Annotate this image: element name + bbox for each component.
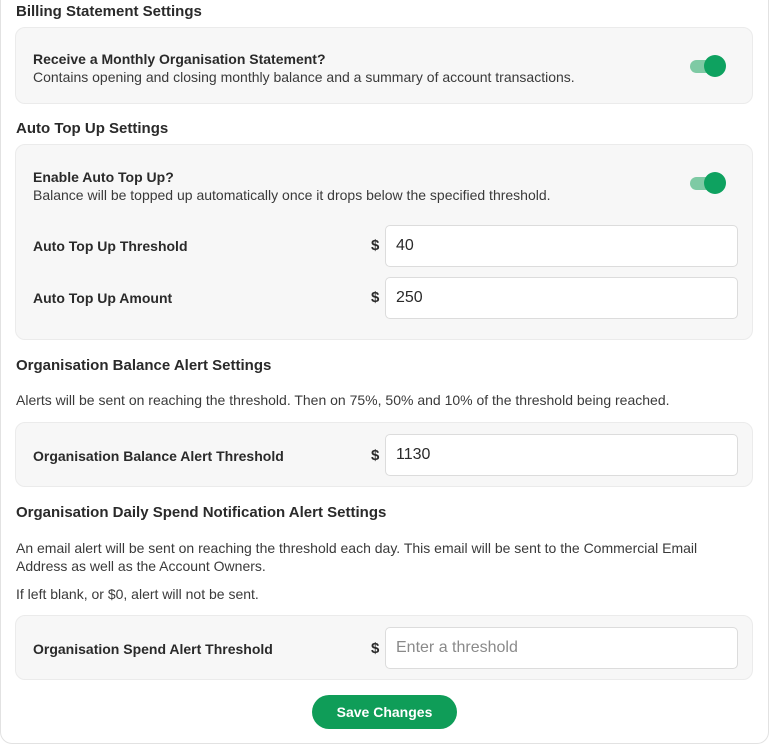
spend-alert-threshold-input[interactable] xyxy=(385,627,738,669)
currency-symbol: $ xyxy=(371,237,380,254)
billing-card xyxy=(15,27,753,104)
daily-spend-blank-note: If left blank, or $0, alert will not be sent. xyxy=(16,586,259,602)
currency-symbol: $ xyxy=(371,447,380,464)
auto-top-up-toggle[interactable] xyxy=(690,172,726,194)
balance-alert-card xyxy=(15,422,753,487)
billing-toggle-description: Contains opening and closing monthly balance and a summary of account transactions. xyxy=(33,69,575,85)
auto-top-up-threshold-input[interactable] xyxy=(385,225,738,267)
billing-toggle-title: Receive a Monthly Organisation Statement? xyxy=(33,51,326,67)
balance-alert-threshold-label: Organisation Balance Alert Threshold xyxy=(33,448,284,464)
daily-spend-note-line-1: An email alert will be sent on reaching the threshold each day. This email will be sent to the Commercial Email xyxy=(16,540,698,556)
auto-top-up-toggle-title: Enable Auto Top Up? xyxy=(33,169,174,185)
daily-spend-card xyxy=(15,615,753,680)
save-changes-button[interactable]: Save Changes xyxy=(312,695,457,729)
auto-top-up-toggle-description: Balance will be topped up automatically once it drops below the specified threshold. xyxy=(33,187,551,203)
daily-spend-note-line-2: Address as well as the Account Owners. xyxy=(16,558,266,574)
billing-heading: Billing Statement Settings xyxy=(16,3,202,20)
balance-alert-note: Alerts will be sent on reaching the threshold. Then on 75%, 50% and 10% of the threshold being reached. xyxy=(16,392,670,408)
billing-statement-toggle[interactable] xyxy=(690,55,726,77)
auto-top-up-card xyxy=(15,144,753,340)
auto-top-up-heading: Auto Top Up Settings xyxy=(16,120,169,137)
currency-symbol: $ xyxy=(371,289,380,306)
toggle-knob xyxy=(704,55,726,77)
auto-top-up-amount-label: Auto Top Up Amount xyxy=(33,290,173,306)
toggle-knob xyxy=(704,172,726,194)
currency-symbol: $ xyxy=(371,640,380,657)
balance-alert-heading: Organisation Balance Alert Settings xyxy=(16,357,272,374)
daily-spend-heading: Organisation Daily Spend Notification Alert Settings xyxy=(16,504,387,521)
balance-alert-threshold-input[interactable] xyxy=(385,434,738,476)
auto-top-up-amount-input[interactable] xyxy=(385,277,738,319)
auto-top-up-threshold-label: Auto Top Up Threshold xyxy=(33,238,188,254)
spend-alert-threshold-label: Organisation Spend Alert Threshold xyxy=(33,641,273,657)
